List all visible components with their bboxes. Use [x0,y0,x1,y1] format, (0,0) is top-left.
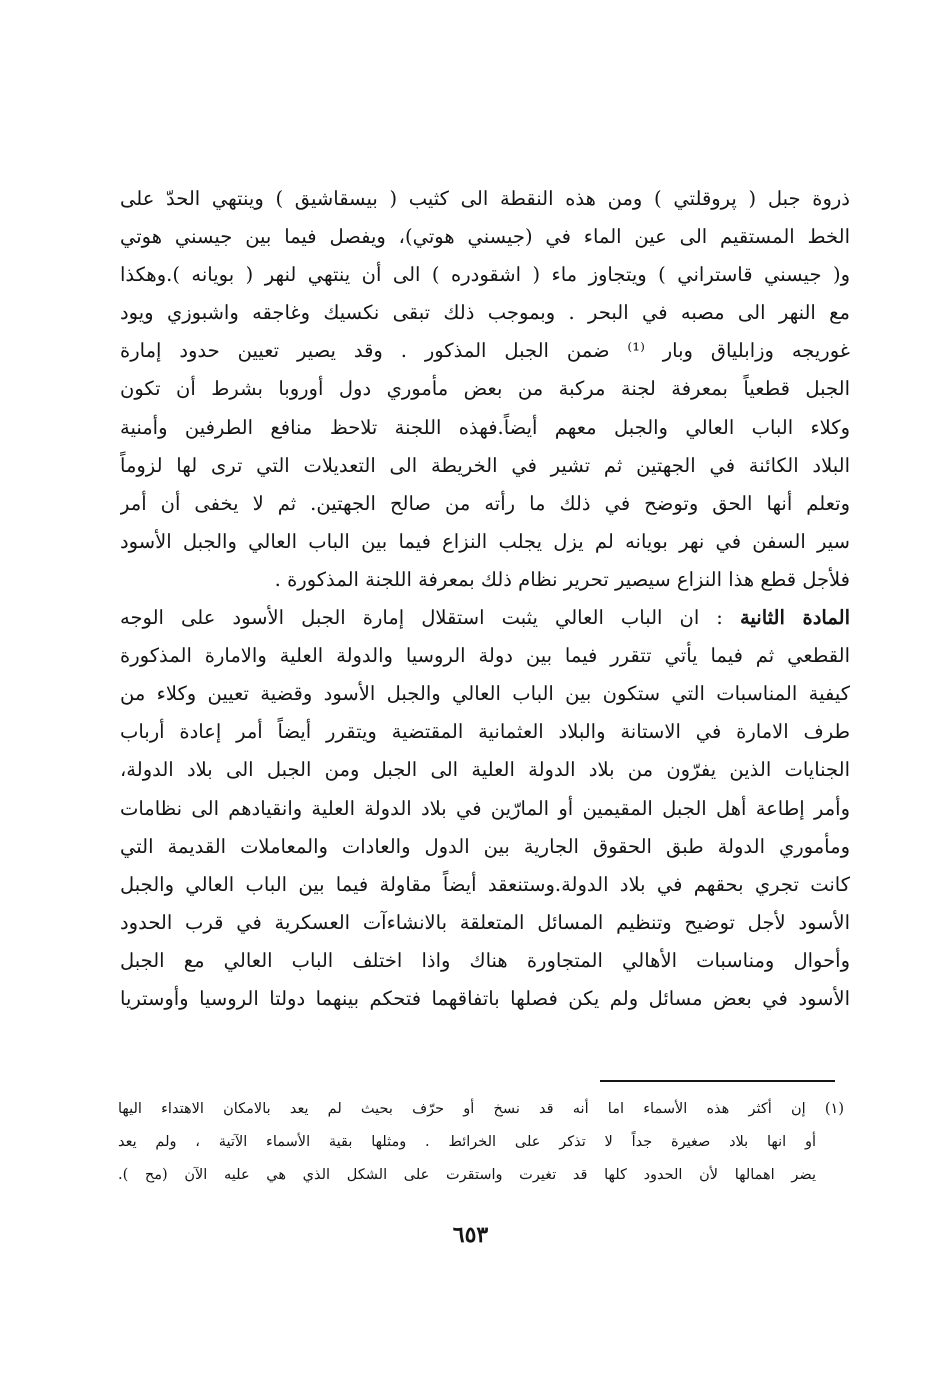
text-line: مع النهر الى مصبه في البحر . وبموجب ذلك تبقى نكسيك وغاجقه واشبوزي ويود [120,301,850,325]
main-text-block [120,180,850,1018]
text-line: وأمر إطاعة أهل الجبل المقيمين أو المارّين في بلاد الدولة العلية وانقيادهم الى نظامات [120,796,850,820]
text-line: طرف الامارة في الاستانة والبلاد العثمانية المقتضية ويتقرر أيضاً أمر إعادة أرباب [120,720,850,744]
text-line: سير السفن في نهر بويانه لم يزل يجلب النزاع فيما بين الباب العالي والجبل الأسود [120,529,850,553]
text-line: كيفية المناسبات التي ستكون بين الباب العالي والجبل الأسود وقضية تعيين وكلاء من [120,682,850,706]
text-line: الخط المستقيم الى عين الماء في (جيسني هوتي)، ويفصل فيما بين جيسني هوتي [120,225,850,249]
footnote-line: أو انها بلاد صغيرة جداً لا تذكر على الخرائط . ومثلها بقية الأسماء الآتية ، ولم يعد [118,1134,816,1150]
text-line: القطعي ثم فيما يأتي تتقرر فيما بين دولة الروسيا والدولة العلية والامارة المذكورة [120,644,850,668]
text-line: فلأجل قطع هذا النزاع سيصير تحرير نظام ذلك بمعرفة اللجنة المذكورة . [274,567,850,591]
text-line: وكلاء الباب العالي والجبل معهم أيضاً.فهذه اللجنة تلاحظ منافع الطرفين وأمنية [120,415,850,439]
text-line: الأسود في بعض مسائل ولم يكن فصلها باتفاقهما فتحكم بينهما دولتا الروسيا وأوستريا [120,986,850,1010]
text-line: الجبل قطعياً بمعرفة لجنة مركبة من بعض مأموري دول أوروبا بشرط أن تكون [120,377,850,401]
text-line: كانت تجري بحقهم في بلاد الدولة.وستنعقد أيضاً مقاولة فيما بين الباب العالي والجبل [120,872,850,896]
text-line: الجنايات الذين يفرّون من بلاد الدولة العلية الى الجبل ومن الجبل الى بلاد الدولة، [120,758,850,782]
text-line: ذروة جبل ( پروقلتي ) ومن هذه النقطة الى كثيب ( بيسقاشيق ) وينتهي الحدّ على [120,187,850,210]
text-line: ومأموري الدولة طبق الحقوق الجارية بين الدول والعادات والمعاملات القديمة التي [120,834,850,858]
footnote-line: يضر اهمالها لأن الحدود كلها قد تغيرت واستقرت على الشكل الذي هي عليه الآن (مح ). [118,1167,816,1183]
footnote-block [118,1093,844,1192]
article-intro-text: : ان الباب العالي يثبت استقلال إمارة الجبل الأسود على الوجه [120,606,740,630]
footnote-divider [600,1080,835,1082]
text-line: الأسود لأجل توضيح وتنظيم المسائل المتعلقة بالانشاءآت العسكرية في قرب الحدود [120,910,850,934]
text-line: غوريجه وزابلياق وبار ⁽¹⁾ ضمن الجبل المذكور . وقد يصير تعيين حدود إمارة [120,339,850,363]
page-number: ٦٥٣ [452,1222,489,1248]
article-heading: المادة الثانية [739,606,850,630]
text-line: البلاد الكائنة في الجهتين ثم تشير في الخريطة الى التعديلات التي ترى لها لزوماً [120,453,850,477]
footnote-line: (١) إن أكثر هذه الأسماء اما أنه قد نسخ أو حرّف بحيث لم يعد بالامكان الاهتداء اليها [118,1101,844,1117]
text-line: و( جيسني قاستراني ) ويتجاوز ماء ( اشقودره ) الى أن ينتهي لنهر ( بويانه ).وهكذا [120,263,850,287]
article-first-line [120,599,850,637]
text-line: وتعلم أنها الحق وتوضح في ذلك ما رأته من صالح الجهتين. ثم لا يخفى أن أمر [120,491,850,515]
text-line: وأحوال ومناسبات الأهالي المتجاورة هناك واذا اختلف الباب العالي مع الجبل [120,948,850,972]
